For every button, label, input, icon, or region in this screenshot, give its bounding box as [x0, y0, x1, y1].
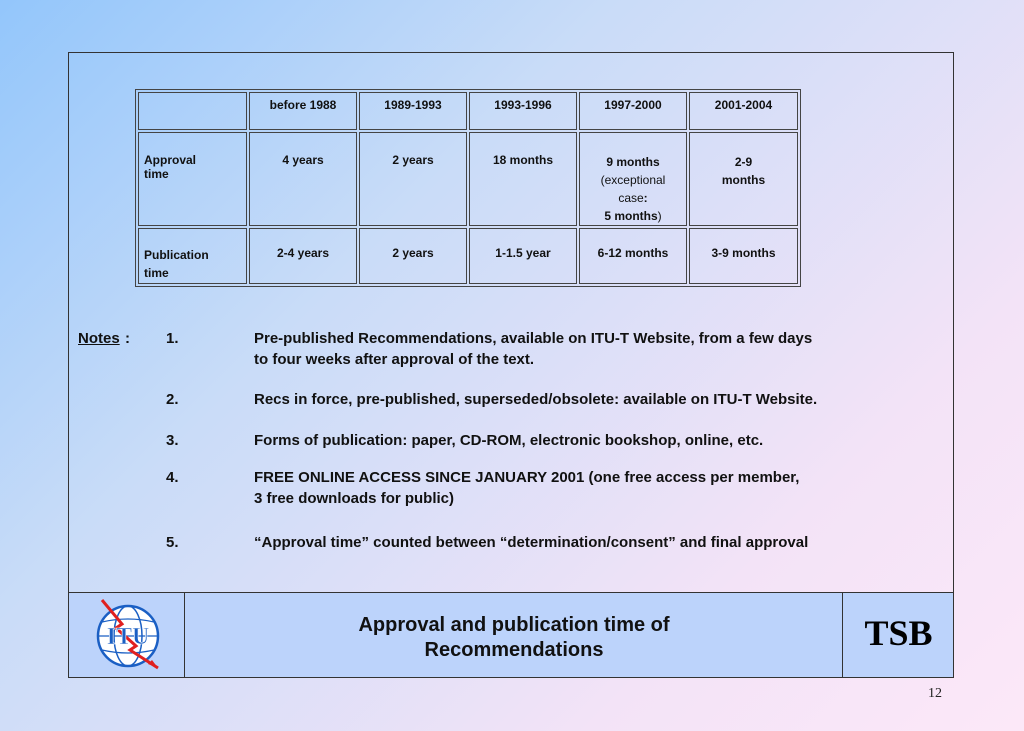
cell-colon: : [643, 191, 648, 205]
logo-text: ITU [106, 624, 150, 650]
note-line: Forms of publication: paper, CD-ROM, electronic bookshop, online, etc. [254, 432, 764, 449]
cell-line: (exceptional [600, 173, 666, 187]
row-label-line: Publication [144, 248, 209, 262]
note-text [254, 467, 914, 509]
footer-divider [69, 592, 953, 593]
note-number: 4. [166, 469, 179, 486]
table-header-cell: 1989-1993 [359, 92, 467, 130]
notes-label: Notes [78, 330, 120, 347]
note-line: Pre-published Recommendations, available on ITU-T Website, from a few days [254, 330, 813, 347]
table-cell [579, 132, 687, 226]
note-number: 2. [166, 391, 179, 408]
note-line: FREE ONLINE ACCESS SINCE JANUARY 2001 (one free access per member, [254, 469, 800, 486]
table-cell: 18 months [469, 132, 577, 226]
table-header-cell: before 1988 [249, 92, 357, 130]
approval-publication-table [135, 89, 801, 287]
cell-paren: ) [657, 209, 662, 223]
table-row-approval [138, 132, 798, 226]
table-header-cell: 2001-2004 [689, 92, 798, 130]
notes-colon: : [125, 330, 130, 347]
footer-divider-left [184, 593, 185, 677]
note-text [254, 328, 914, 370]
table-cell: 6-12 months [579, 228, 687, 284]
row-label-line: time [144, 167, 169, 181]
page-number: 12 [928, 686, 942, 701]
table-cell: 1-1.5 year [469, 228, 577, 284]
cell-line: 5 months [604, 209, 658, 223]
row-label-line: Approval [144, 153, 197, 167]
note-text [254, 430, 914, 451]
itu-logo-icon [92, 598, 164, 672]
cell-line: case [618, 191, 644, 205]
cell-line: 2-9 [734, 155, 753, 169]
note-number: 3. [166, 432, 179, 449]
table-header-cell [138, 92, 247, 130]
cell-line: months [721, 173, 766, 187]
note-line: Recs in force, pre-published, superseded/obsolete: available on ITU-T Website. [254, 391, 818, 408]
table-cell [689, 132, 798, 226]
table-cell: 4 years [249, 132, 357, 226]
note-text [254, 532, 914, 553]
cell-line: 9 months [606, 155, 660, 169]
table-header-cell: 1993-1996 [469, 92, 577, 130]
row-label-publication [138, 228, 247, 284]
table-row-publication [138, 228, 798, 284]
table-header-cell: 1997-2000 [579, 92, 687, 130]
table-cell: 2-4 years [249, 228, 357, 284]
slide-title [186, 613, 842, 663]
table-cell: 2 years [359, 228, 467, 284]
note-number: 5. [166, 534, 179, 551]
title-line: Recommendations [424, 639, 604, 661]
note-line: 3 free downloads for public) [254, 490, 455, 507]
note-text [254, 389, 914, 410]
note-number: 1. [166, 330, 179, 347]
row-label-line: time [144, 266, 169, 280]
tsb-label: TSB [864, 613, 933, 653]
table-cell: 3-9 months [689, 228, 798, 284]
title-line: Approval and publication time of [358, 614, 670, 636]
note-line: to four weeks after approval of the text. [254, 351, 535, 368]
table-cell: 2 years [359, 132, 467, 226]
table-header-row [138, 92, 798, 130]
row-label-approval [138, 132, 247, 226]
note-line: “Approval time” counted between “determination/consent” and final approval [254, 534, 809, 551]
